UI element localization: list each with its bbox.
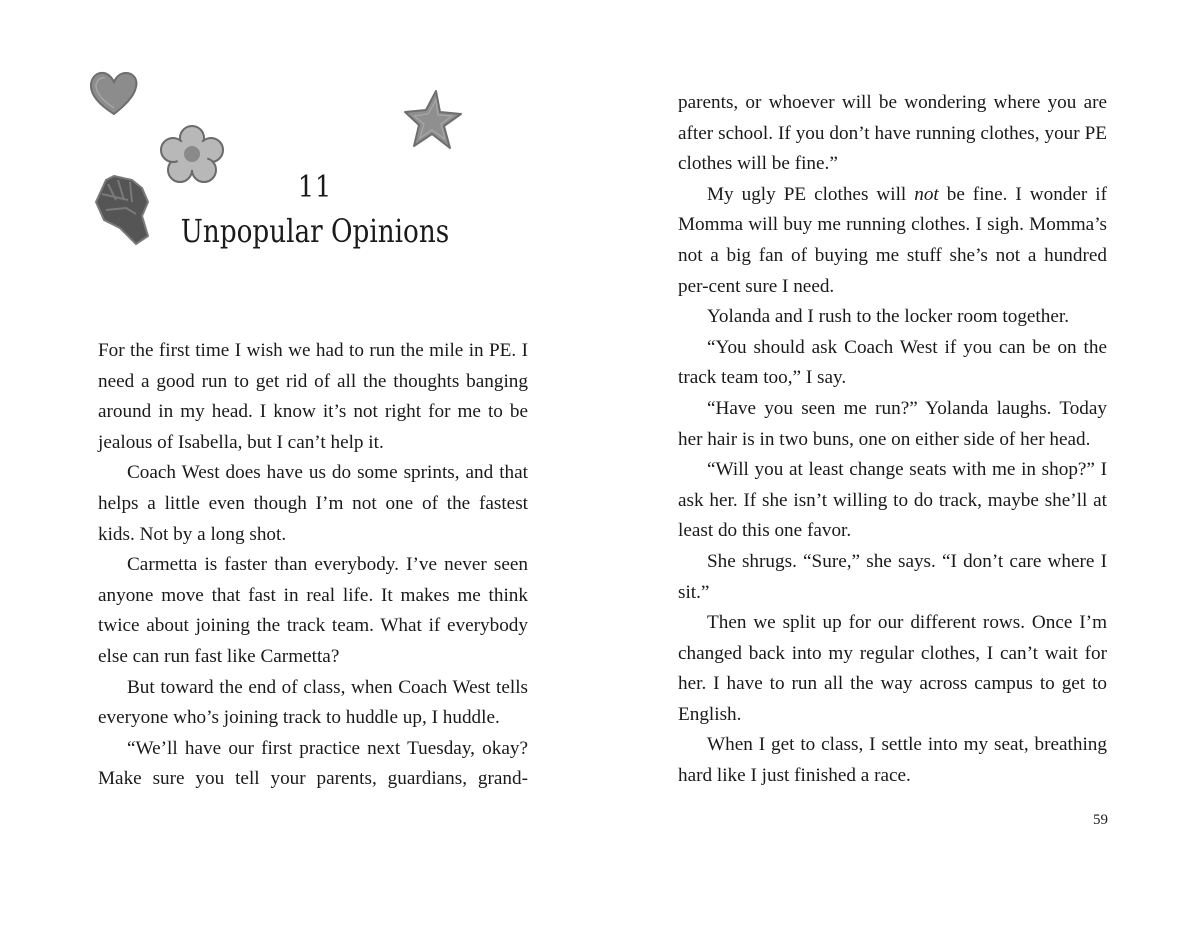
- paragraph: “We’ll have our first practice next Tuesday, okay? Make sure you tell your parents, guardians, grand-: [98, 737, 528, 790]
- left-page-text: [98, 336, 528, 795]
- paragraph: parents, or whoever will be wondering where you are after school. If you don’t have running clothes, your PE clothes will be fine.”: [678, 92, 1107, 175]
- chapter-title: Unpopular Opinions: [180, 212, 450, 250]
- paragraph: For the first time I wish we had to run the mile in PE. I need a good run to get rid of all the thoughts banging around in my head. I know it’s not right for me to be jealous of Isabella, but I can’t help it.: [98, 340, 528, 453]
- paragraph: She shrugs. “Sure,” she says. “I don’t care where I sit.”: [678, 550, 1107, 603]
- star-icon: [402, 88, 464, 152]
- right-page-text: [678, 88, 1107, 792]
- paragraph: “You should ask Coach West if you can be on the track team too,” I say.: [678, 336, 1107, 389]
- paragraph: But toward the end of class, when Coach West tells everyone who’s joining track to huddle up, I huddle.: [98, 676, 528, 729]
- paragraph: Carmetta is faster than everybody. I’ve never seen anyone move that fast in real life. It makes me think twice about joining the track team. What if everybody else can run fast like Carmetta?: [98, 554, 528, 667]
- paragraph: “Have you seen me run?” Yolanda laughs. Today her hair is in two buns, one on either side of her head.: [678, 397, 1107, 450]
- paragraph: Yolanda and I rush to the locker room together.: [707, 306, 1070, 328]
- emphasis-word: not: [914, 183, 939, 205]
- raised-fist-icon: [92, 172, 152, 246]
- chapter-number: 11: [297, 170, 333, 205]
- paragraph: When I get to class, I settle into my seat, breathing hard like I just finished a race.: [678, 734, 1107, 787]
- paragraph: “Will you at least change seats with me in shop?” I ask her. If she isn’t willing to do track, maybe she’ll at least do this one favor.: [678, 459, 1107, 542]
- paragraph: [678, 180, 1107, 302]
- heart-icon: [88, 70, 140, 118]
- paragraph: Coach West does have us do some sprints, and that helps a little even though I’m not one of the fastest kids. Not by a long shot.: [98, 462, 528, 545]
- paragraph-start: My ugly PE clothes will: [707, 183, 915, 205]
- paragraph: Then we split up for our different rows. Once I’m changed back into my regular clothes, I can’t wait for her. I have to run all the way across campus to get to English.: [678, 612, 1107, 725]
- page-number: 59: [1093, 812, 1108, 828]
- paragraph-end: be fine. I wonder if Momma will buy me running clothes. I sigh. Momma’s not a big fan of buying me stuff she’s not a hundred per-cent sure I need.: [678, 183, 1107, 297]
